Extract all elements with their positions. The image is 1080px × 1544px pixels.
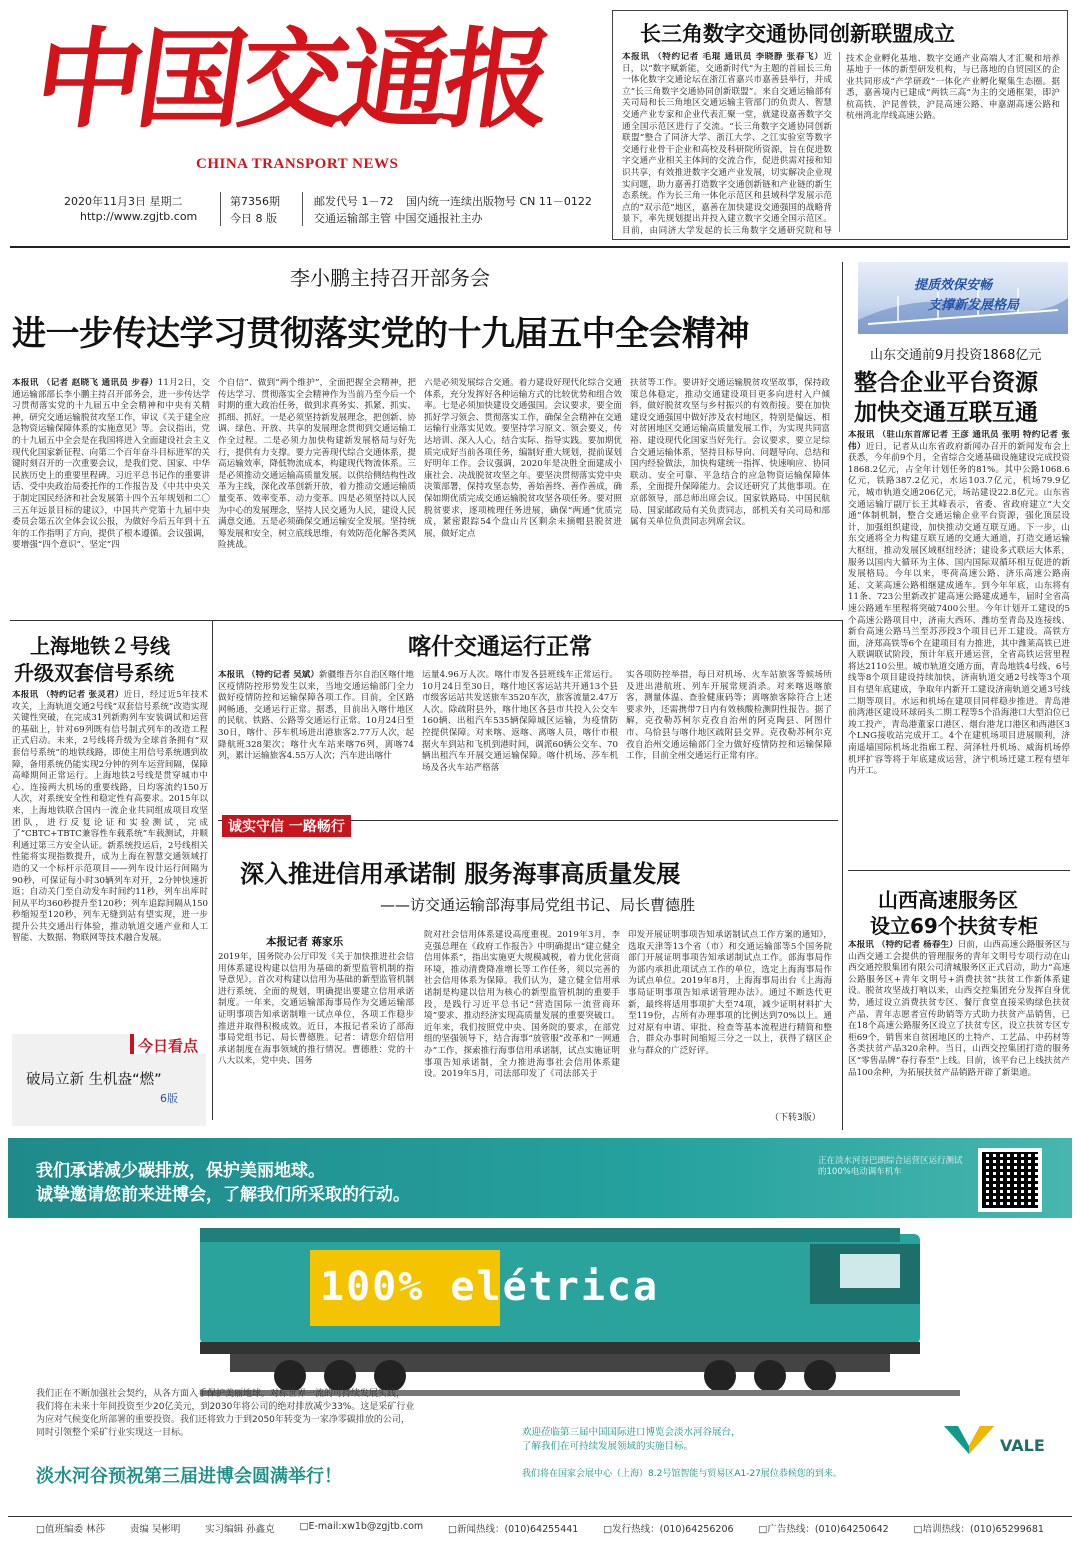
masthead-english-name: CHINA TRANSPORT NEWS (196, 156, 399, 172)
vale-logo-icon (942, 1424, 996, 1460)
ad-invitation (522, 1426, 741, 1454)
maritime-col3: 印发开展证明事项告知承诺制试点工作方案的通知》，选取天津等13个省（市）和交通运输部等5个国务院部门开展证明事项告知承诺制试点工作。部海事局作为部内承担此项试点工作的单位，选定上海海事局作为试点单位。2019年8月，上海海事局出台《上海海事局证明事项告知承诺管理办法》。通过不断迭代更新，最终将适用事项扩大至74项，减少证明材料扩大至119份，占所有办理事项的比例达到70%以上。通过对原有申请、审批、检查等基本流程进行精简和整合，群众办事时间缩短三分之一以上，获得了辖区企业与群众的广泛好评。 (628, 930, 832, 1056)
ad-description-line: 我们正在不断加强社会契约，从各方面入手保护美丽地球。对标世界一流的可持续发展实践， (36, 1389, 406, 1399)
shandong-text: 近日，记者从山东省政府新闻办召开的新闻发布会上获悉，今年前9个月，全省综合交通基础设施建设完成投资1868.2亿元，占全年计划任务的81%。其中公路1068.6亿元，铁路387.2亿元，水运103.7亿元，机场79.9亿元，城市轨道交通206亿元，场站建设22.8亿元。山东省交通运输厅副厅长王其峰表示，省委、省政府建立“大交通”体制机制，整合交通运输企业平台资源，强化顶层设计，加强组织建设，加快推动交通互联互通。下一步，山东交通将全力构建互联互通的交通大通道，打造交通运输大枢纽，推动发展区域枢纽经济；建设多式联运大体系，服务以国内大循环为主体、国内国际双循环相互促进的新发展格局。今年以来，枣荷高速公路、济乐高速公路南延、文莱高速公路相继建成通车。到今年年底，山东将有11条、723公里新改扩建高速公路建成通车，届时全省高速公路通车里程将突破7400公里。今年计划开工建设的5个高速公路项目中，济南大西环、潍坊至青岛及连接线、新台高速公路马兰至苏莎段3个项目已开工建设。高铁方面，济郑高铁等6个在建项目有力推进，其中潍莱高铁已进入联调联试阶段，预计年底开通运营，全省高铁运营里程将达2110公里。城市轨道交通方面，青岛地铁4号线、6号线等8个项目建设持续加快，济南轨道交通2号线等3个项目有望年底建成，争取年内新开工建设济南轨道交通3号线二期等项目。水运和机场在建项目同样稳步推进。青岛港前湾港区建设环球码头二期工程等5个沿海港口大型泊位已竣工投产，青岛港董家口港区、烟台港龙口港区和西港区3个LNG接收站完成开工。4个在建机场项目进展顺利，济南遥墙国际机场北指廊工程、菏泽牡丹机场、威海机场停机坪扩容等将于年底建成运营，济宁机场迁建工程有望年内开工。 (848, 441, 1070, 777)
shandong-byline: 本报讯 （驻山东首席记者 王彦 通讯员 张明 特约记者 张伟） (848, 430, 1070, 452)
top-story-body-continued: 技术企业孵化基地、数字交通产业高端人才汇聚和培养基地于一体的新型研发机构，与已落地的自贸园区的企业共同形成“产学研政”一体化产业孵化聚集生态圈。据悉，嘉善境内已建成“两铁三高”为主的交通框架，即沪杭高铁、沪昆普铁，沪昆高速公路、申嘉湖高速公路和杭州湾北岸线高速公路。 (846, 53, 1060, 122)
today-item-page[interactable]: 6版 (160, 1092, 178, 1105)
maritime-byline: 本报记者 蒋家乐 (266, 936, 344, 948)
shanghai-headline-1[interactable]: 上海地铁２号线 (30, 634, 170, 658)
ad-footer-title: 淡水河谷预祝第三届进博会圆满举行！ (36, 1466, 342, 1487)
kashgar-col1 (218, 670, 414, 806)
ad-invitation-line: 了解我们在可持续发展领域的实施目标。 (522, 1441, 694, 1452)
masthead-rule (10, 246, 1070, 248)
kashgar-byline: 本报讯 （特约记者 吴斌） (218, 670, 320, 680)
footer-ad-hotline: □广告热线：(010)64250642 (758, 1524, 889, 1535)
section-rule (842, 262, 843, 610)
main-story-col2: 个自信”、做到“两个维护”，全面把握全会精神，把传达学习、贯彻落实全会精神作为当前乃至今后一个时期的重大政治任务，做到求真务实、抓紧、抓实、抓细、抓好。一是必须坚持新发展理念，把创新、协调、绿色、开放、共享的发展理念贯彻到交通运输工作全过程。二是必须力加快构建新发展格局与好先行，提供有力支撑。要力完善现代综合交通体系，提高运输效率，降低物流成本，构建现代物流体系。三是必须推动交通运输高质量发展。以供给侧结构性改革为主线，深化改革创新开放，着力推动交通运输质量变革、效率变革、动力变革。四是必须坚持以人民为中心的发展理念，坚持人民交通为人民，建设人民满意交通。五是必须确保交通运输安全发展。坚持统筹发展和安全，树立底线思维，有效防范化解各类风险挑战。 (218, 378, 416, 551)
section-rule (212, 620, 213, 1120)
masthead-divider (302, 192, 303, 226)
top-story-col1 (622, 52, 832, 236)
footer-intern: 实习编辑 孙鑫克 (205, 1524, 275, 1535)
main-story-col3: 六是必须发展综合交通。着力建设好现代化综合交通体系，充分发挥好各种运输方式的比较优势和组合效率。七是必须加快建设交通强国。会议要求，要全面抓好学习领会、贯彻落实工作，确保全会精神在交通运输行业落实见效。要坚持学习原文、领会要义，传达培训、深入人心，结合实际、指导实践。要加期优质完成好当前各项任务，编制好重大规划，提前谋划好明年工作。会议强调，2020年是决胜全面建成小康社会、决战脱贫攻坚之年。要坚决贯彻落实党中央决策部署，保持攻坚态势，善始善终、善作善成，确保如期优质完成交通运输脱贫攻坚各项任务。要对照脱贫要求，逐项梳理任务进展，确保“两通”优质完成，紧密跟踪54个盘山片区剩余未摘帽县脱贫进展，做好定点 (424, 378, 622, 539)
shanxi-byline: 本报讯 （特约记者 杨春生） (848, 940, 958, 950)
main-story-headline[interactable]: 进一步传达学习贯彻落实党的十九届五中全会精神 (12, 314, 749, 354)
kashgar-headline[interactable]: 喀什交通运行正常 (408, 634, 592, 660)
issue-date: 2020年11月3日 星期二 (64, 195, 183, 208)
vale-brand: VALE (1000, 1436, 1045, 1455)
footer-editor: 责编 吴彬明 (129, 1524, 181, 1535)
maritime-col1: 2019年，国务院办公厅印发《关于加快推进社会信用体系建设构建以信用为基础的新型监管机制的指导意见》，首次对构建以信用为基础的新型监管机制进行系统、全面的规划，明确提出要建立信用承诺制度。一年来，交通运输部海事局作为交通运输部证明事项告知承诺制唯一试点单位，各项工作稳步推进并取得积极成效。近日，本报记者采访了部海事局党组书记、局长曹德胜。记者：请您介绍信用承诺制度在海事领域的推行情况。曹德胜：党的十八大以来，党中央、国务 (218, 952, 414, 1067)
shanghai-text: 近日，经过近5年技术攻关，上海轨道交通2号线“双套信号系统”改造实现关键性突破，在完成31列新购列车安装调试和运营的基础上，针对69列既有信号制式列车的改造工程正式启动。未来，2号线将升级为全球首条拥有“双套信号系统”的地铁线路，即使主用信号系统遇到故障，备用系统仍能实现2分钟的列车运营间隔，保障高峰期间正常运行。上海地铁2号线是贯穿城市中心、连接两大机场的重要线路，日均客流约150万人次，对系统安全性和稳定性有高要求。2015年以来，上海地铁联合国内一流企业共同组成项目攻坚团队，进行反复论证和实验测试，完成了“CBTC+TBTC兼容性车载系统”车载测试，并顺利通过第三方安全认证。新系统投运后，2号线相关性能将实现指数提升，成为上海在智慧交通领域打造的又一个标杆示范项目——列车设计运行间隔为90秒，可保证每小时30辆列车对开，2分钟快速折返；自动关门至自动发车时间约11秒，列车出库时间从平均360秒提升至120秒；列车追踪间隔从150秒缩短至120秒，列车无缝到站有望实现，进一步提升公共交通出行体验，推动轨道交通产业和人工智能、大数据、物联网等技术融合发展。 (12, 690, 208, 944)
column-rule (839, 52, 840, 232)
page-footer (8, 1516, 1072, 1536)
kashgar-col2: 运量4.96万人次。喀什市发各县班线车正常运行。10月24日至30日，喀什地区客运站共开通13个县市级客运站共发送旅车3520车次，旅客流量2.47万人次。除疏附县外，喀什地区各县市共投入公交车160辆、出租汽车535辆保障城区运输，为疫情防控提供保障。对来喀、返喀、离喀人员，喀什市根据火车到站和飞机到港时间，调派60辆公交车、70辆出租汽车开展交通运输保障。喀什机场、莎车机场及各火车站严格落 (422, 670, 618, 773)
today-label: 今日看点 (138, 1037, 199, 1055)
main-story-kicker: 李小鹏主持召开部务会 (290, 266, 490, 290)
train-livery-text: 100% elétrica (320, 1264, 660, 1310)
main-story-col1 (12, 378, 210, 610)
maritime-col2: 院对社会信用体系建设高度重视。2019年3月，李克强总理在《政府工作报告》中明确提出“建立健全信用体系”，指出实施更大规模减税，着力优化营商环境，推动清费降准增长等工作任务，须以完善的社会信用体系为保障。我们认为，建立健全信用承诺制是构建以信用为核心的新型监管机制的重要手段，是践行习近平总书记“营造国际一流营商环境”要求、推动经济实现高质量发展的重要突破口。近年来，我们按照党中央、国务院的要求，在部党组的坚强领导下，结合海事“放管服”改革和“一网通办”工作，探索推行海事信用承诺制，试点实施证明事项告知承诺制，全力推进海事社会信用体系建设。2019年5月，司法部印发了《司法部关于 (424, 930, 620, 1080)
maritime-headline[interactable]: 深入推进信用承诺制 服务海事高质量发展 (240, 860, 681, 888)
masthead-divider (220, 192, 221, 226)
kashgar-text: 新疆维吾尔自治区喀什地区疫情防控形势发生以来，当地交通运输部门全力做好疫情防控和运输保障各项工作。目前，全区路网畅通，交通运行正常。据悉，目前出入喀什地区的民航、铁路、公路等交通运行正常。10月24日至30日，喀什、莎车机场进出港旅客2.77万人次，起降航班328架次；喀什火车站来喀76列，离喀74列，累计运输旅客4.55万人次；汽车进出喀什 (218, 670, 414, 762)
footer-news-hotline: □新闻热线：(010)64255441 (447, 1524, 579, 1535)
continued-note[interactable]: （下转3版） (770, 1113, 821, 1123)
maritime-subtitle: ——访交通运输部海事局党组书记、局长曹德胜 (380, 896, 696, 914)
main-story-col4: 扶贫等工作。要讲好交通运输脱贫攻坚故事，保持政策总体稳定，推动交通建设项目更多向进村入户倾斜，做好脱贫攻坚与乡村振兴的有效衔接。要在加快建设交通强国中做好涉及农村地区，特别是偏远、相对贫困地区交通运输高质量发展工作，为实现共同富裕、建设现代化国家当好先行。会议要求，要立足综合交通运输体系，坚持目标导向、问题导向、总结和国内经验做法，加快构建统一指挥、快速响应、协同联动、安全可靠、平急结合的应急物资运输保障体系，全面提升保障能力。会议还研究了其他事项。在京部领导，部总师出席会议。国家铁路局、中国民航局、国家邮政局有关负责同志，部机关有关司局和部属有关单位负责同志列席会议。 (630, 378, 830, 528)
section-rule (10, 620, 842, 621)
footer-email[interactable]: □E-mail:xw1b@zgjtb.com (299, 1521, 424, 1532)
main-story-text: 11月2日，交通运输部部长李小鹏主持召开部务会，进一步传达学习贯彻落实党的十九届五中全会精神和中央有关精神，研究交通运输脱贫攻坚工作，审议《关于建全应急物资运输保障体系的实施意见》等。会议指出，党的十九届五中全会是在我国将进入全面建设社会主义现代化国家新征程、向第二个百年奋斗目标进军的关键时刻召开的一次重要会议，是我们党、国家、中华民族历史上的重要里程碑。习近平总书记作的重要讲话、受中央政治局委托作的工作报告及《中共中央关于制定国民经济和社会发展第十四个五年规划和二〇三五年远景目标的建议》，中国共产党第十九届中央委员会第五次全体会议公报，为做好今后五年到十五年的工作指明了方向，提供了根本遵循。会议强调，要增强“四个意识”、坚定“四 (12, 378, 210, 551)
today-item-link[interactable]: 破局立新 生机盎“燃” (26, 1072, 162, 1088)
shandong-kicker: 山东交通前9月投资1868亿元 (870, 348, 1042, 363)
shandong-headline-1[interactable]: 整合企业平台资源 (854, 370, 1038, 396)
sponsor-line: 交通运输部主管 中国交通报社主办 (314, 212, 483, 225)
section-tag: 诚实守信 一路畅行 (222, 815, 351, 837)
cn-number: 国内统一连续出版物号 CN 11－0122 (406, 195, 592, 208)
footer-editor-on-duty: □值班编委 林莎 (36, 1524, 105, 1535)
issue-number: 第7356期 (230, 195, 280, 208)
banner-line1: 提质效保安畅 (914, 278, 993, 293)
ad-slogan-1: 我们承诺减少碳排放，保护美丽地球。 (36, 1161, 325, 1181)
electric-locomotive-image (200, 1214, 960, 1398)
website-link[interactable]: http://www.zgjtb.com (80, 210, 198, 223)
qr-code-icon[interactable] (978, 1148, 1042, 1212)
banner-line2: 支撑新发展格局 (928, 298, 1020, 313)
shanxi-headline-1[interactable]: 山西高速服务区 (878, 888, 1018, 912)
main-story-byline: 本报讯 （记者 赵晓飞 通讯员 步春） (12, 378, 158, 388)
shanghai-byline: 本报讯 （特约记者 张灵君） (12, 690, 124, 700)
shanxi-headline-2[interactable]: 设立69个扶贫专柜 (870, 914, 1038, 938)
shanghai-body (12, 690, 208, 1024)
ad-slogan-2: 诚挚邀请您前来进博会，了解我们所采取的行动。 (36, 1185, 410, 1205)
ad-description (36, 1388, 576, 1440)
section-rule (842, 620, 843, 1130)
shandong-headline-2[interactable]: 加快交通互联互通 (854, 400, 1038, 426)
ad-side-note: 正在淡水河谷巴朗综合运营区运行测试的100%电动调车机车 (818, 1156, 963, 1177)
shanghai-headline-2[interactable]: 升级双套信号系统 (14, 661, 174, 685)
top-story-headline[interactable]: 长三角数字交通协同创新联盟成立 (640, 22, 955, 46)
footer-distribution-hotline: □发行热线：(010)64256206 (603, 1524, 734, 1535)
page-count: 今日 8 版 (230, 212, 277, 225)
masthead-logo: 中国交通报 (27, 17, 555, 143)
shandong-body (848, 430, 1070, 862)
top-story-body: 近日，以“数字赋新能，交通新时代”为主题的首届长三角一体化数字交通论坛在浙江省嘉兴市嘉善县举行，并成立“长三角数字交通协同创新联盟”。来自交通运输部有关司局和长三角地区交通运输主管部门的负责人、智慧交通产业专家和企业代表汇聚一堂，就建设嘉善数字交通全国示范区进行了交流。“长三角数字交通协同创新联盟”整合了同济大学、浙江大学、之江实验室等数字交通行业骨干企业和高校及科研院所资源，旨在促进数字交通产业相关主体间的交流合作，促进供需对接和知识共享，有效推进数字交通产业发展，切实解决企业现实问题，助力嘉善打造数字交通创新链和产业链的新生态系统。作为长三角一体化示范区和县域科学发展示范点的“双示范”地区，嘉善在加快建设交通强国的战略背景下，率先规划提出并投入建立数字交通全国示范区。目前，由同济大学发起的长三角数字交通研究院和导 (622, 52, 832, 236)
top-story-col2 (846, 52, 1060, 236)
section-rule (848, 870, 1070, 871)
ad-description-line: 我们将在未来十年间投资至少20亿美元，到2030年将公司的绝对排放减少33%。这是采矿行业 (36, 1402, 415, 1412)
ad-description-line: 同时引领整个采矿行业实现这一目标。 (36, 1428, 190, 1438)
postal-code: 邮发代号 1－72 (314, 195, 394, 208)
kashgar-col3: 实各项防控举措，每日对机场、火车站旅客等候场所及进出港航班、列车开展常规消杀。对来喀返喀旅客，测量体温、查验健康码等；离喀旅客除符合上述要求外，还需携带7日内有效核酸检测阴性报告。据了解，克孜勒苏柯尔克孜自治州的阿克陶县、阿图什市、乌恰县与喀什地区疏附县交界。克孜勒苏柯尔克孜自治州交通运输部门全力做好疫情防控和运输保障工作，目前全州交通运行正常有序。 (626, 670, 832, 762)
ad-location: 我们将在国家会展中心（上海）8.2号馆智能与贸易区A1-27展位恭候您的到来。 (522, 1469, 842, 1479)
top-story-byline: 本报讯 （特约记者 毛琨 通讯员 李晓静 张春飞） (622, 52, 824, 62)
shanxi-body (848, 940, 1070, 1126)
campaign-banner (858, 262, 1068, 334)
ad-description-line: 为应对气候变化所部署的重要投资。我们还将致力于到2050年转变为一家净零碳排放的公司， (36, 1415, 410, 1425)
footer-training-hotline: □培训热线：(010)65299681 (913, 1524, 1044, 1535)
shanxi-text: 日前，山西高速公路服务区与山西交通工会提供的管理服务的青年文明号专项行动在山西交通控股集团有限公司清城服务区正式启动，助力“高速公路服务区+青年文明号+消费扶贫”扶贫工作新体系建设。脱贫攻坚战打响以来，山西交控集团充分发挥自身优势，通过设立消费扶贫专区、餐厅食堂直接采购绿色扶贫产品、青年志愿者宣传助销等方式助力扶贫产品销售，已在18个高速公路服务区设立了扶贫专区，设立扶贫专区专柜69个，销售来自贫困地区的土特产、工艺品、中药材等各类扶贫产品320余种。当日，山西交控集团打造的服务区“零售品牌”春行春至“上线。目前，该平台已上线扶贫产品100余种，为拓展扶贫产品销路开辟了新渠道。 (848, 940, 1070, 1078)
today-label-mark (130, 1034, 134, 1054)
ad-invitation-line: 欢迎莅临第三届中国国际进口博览会淡水河谷展台， (522, 1427, 741, 1438)
